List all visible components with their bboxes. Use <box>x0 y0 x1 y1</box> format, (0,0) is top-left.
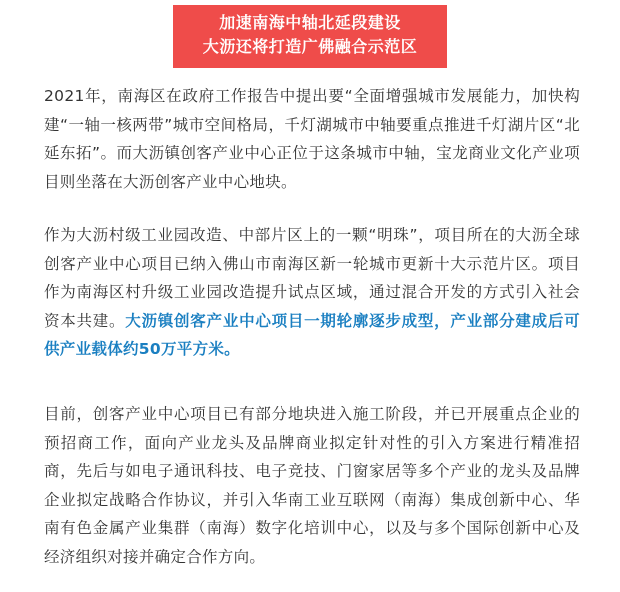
paragraph-2-text: 作为大沥村级工业园改造、中部片区上的一颗“明珠”，项目所在的大沥全球创客产业中心项目已纳入佛山市南海区新一轮城市更新十大示范片区。项目作为南海区村升级工业园改造提升试点区域，通过混合开发的方式引入社会资本共建。 <box>44 226 580 330</box>
title-line-1: 加速南海中轴北延段建设 <box>219 13 401 32</box>
paragraph-2 <box>44 221 580 364</box>
title-line-2: 大沥还将打造广佛融合示范区 <box>202 37 418 56</box>
paragraph-2-highlight: 大沥镇创客产业中心项目一期轮廓逐步成型，产业部分建成后可供产业载体约50万平方米。 <box>44 311 580 358</box>
paragraph-1: 2021年，南海区在政府工作报告中提出要“全面增强城市发展能力，加快构建“一轴一核两带”城市空间格局，千灯湖城市中轴要重点推进千灯湖片区“北延东拓”。而大沥镇创客产业中心正位于这条城市中轴，宝龙商业文化产业项目则坐落在大沥创客产业中心地块。 <box>44 87 580 191</box>
paragraph-3: 目前，创客产业中心项目已有部分地块进入施工阶段，并已开展重点企业的预招商工作，面向产业龙头及品牌商业拟定针对性的引入方案进行精准招商，先后与如电子通讯科技、电子竞技、门窗家居等多个产业的龙头及品牌企业拟定战略合作协议，并引入华南工业互联网（南海）集成创新中心、华南有色金属产业集群（南海）数字化培训中心，以及与多个国际创新中心及经济组织对接并确定合作方向。 <box>44 405 580 566</box>
title-banner <box>173 5 447 68</box>
